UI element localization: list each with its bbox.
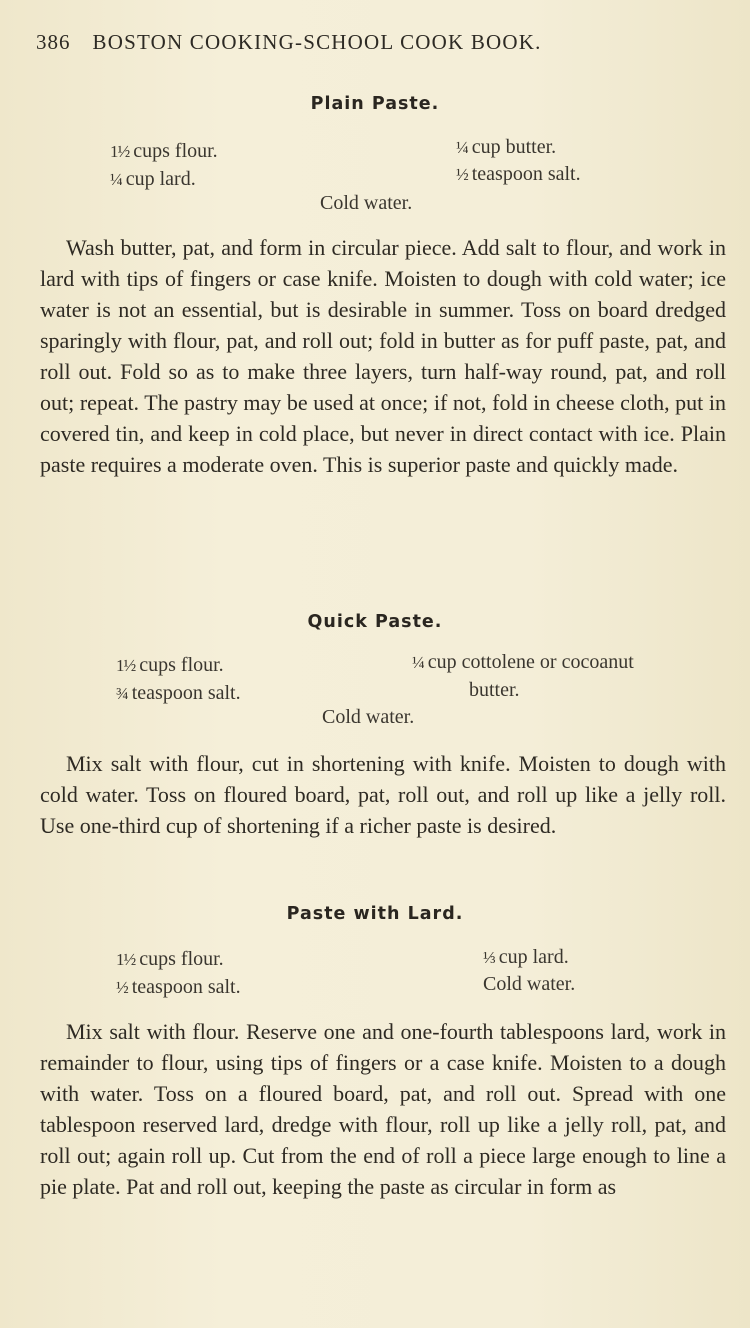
ingredient-line [110, 168, 196, 191]
recipe-title-paste-with-lard: Paste with Lard. [286, 904, 464, 924]
ingredient-line [483, 946, 569, 969]
recipe-title-plain-paste: Plain Paste. [310, 94, 440, 114]
ingredient-quantity: 1½ [110, 142, 130, 161]
ingredient-text: butter. [469, 679, 520, 701]
ingredient-quantity: ¼ [456, 138, 468, 157]
ingredient-line-center: Cold water. [320, 192, 413, 214]
page-number: 386 [36, 30, 71, 54]
recipe-title-quick-paste: Quick Paste. [307, 612, 443, 632]
ingredient-line [110, 140, 218, 163]
ingredient-quantity: ¼ [412, 653, 424, 672]
ingredient-line [456, 163, 581, 186]
ingredient-text: cup cottolene or cocoanut [427, 651, 634, 673]
ingredient-line [116, 654, 224, 677]
ingredient-text: Cold water. [483, 973, 576, 995]
ingredient-line [116, 948, 224, 971]
ingredient-text: teaspoon salt. [471, 163, 581, 185]
ingredient-quantity: ¾ [116, 684, 128, 703]
ingredient-line [116, 976, 241, 999]
ingredient-quantity: ⅓ [483, 948, 495, 967]
running-head [36, 30, 710, 55]
ingredient-line [116, 682, 241, 705]
ingredient-quantity: ½ [116, 978, 128, 997]
ingredient-text: teaspoon salt. [131, 682, 241, 704]
ingredient-text: cup lard. [125, 168, 196, 190]
ingredient-text: cups flour. [133, 140, 218, 162]
ingredient-line [456, 136, 556, 159]
recipe-method-plain-paste: Wash butter, pat, and form in circular piece. Add salt to flour, and work in lard with tips of fingers or case knife. Moisten to dough with cold water; ice water is not an essential, but is desirable in summer. Toss on board dredged sparingly with flour, pat, and roll out; fold in butter as for puff paste, pat, and roll out. Fold so as to make three layers, turn half-way round, pat, and roll out; repeat. The pastry may be used at once; if not, fold in cheese cloth, put in covered tin, and keep in cold place, but never in direct contact with ice. Plain paste requires a moderate oven. This is superior paste and quickly made. [40, 235, 726, 477]
running-title: BOSTON COOKING-SCHOOL COOK BOOK. [92, 30, 542, 54]
recipe-method-quick-paste: Mix salt with flour, cut in shortening with knife. Moisten to dough with cold water. Toss on floured board, pat, roll out, and roll up like a jelly roll. Use one-third cup of shortening if a richer paste is desired. [40, 751, 726, 838]
ingredient-text: cups flour. [139, 948, 224, 970]
ingredient-line [483, 973, 575, 996]
ingredient-line-center: Cold water. [322, 706, 415, 728]
ingredient-text: cups flour. [139, 654, 224, 676]
ingredient-line [412, 651, 634, 674]
ingredient-quantity: 1½ [116, 656, 136, 675]
ingredient-text: teaspoon salt. [131, 976, 241, 998]
ingredient-text: cup butter. [471, 136, 557, 158]
ingredient-quantity: ¼ [110, 170, 122, 189]
ingredient-quantity: ½ [456, 165, 468, 184]
ingredient-line [469, 679, 520, 702]
ingredient-quantity: 1½ [116, 950, 136, 969]
recipe-method-paste-with-lard: Mix salt with flour. Reserve one and one-fourth tablespoons lard, work in remainder to flour, using tips of fingers or a case knife. Moisten to a dough with water. Toss on a floured board, pat, and roll out. Spread with one tablespoon reserved lard, dredge with flour, roll up like a jelly roll, pat, and roll out; again roll up. Cut from the end of roll a piece large enough to line a pie plate. Pat and roll out, keeping the paste as circular in form as [40, 1019, 726, 1199]
ingredient-text: cup lard. [498, 946, 569, 968]
